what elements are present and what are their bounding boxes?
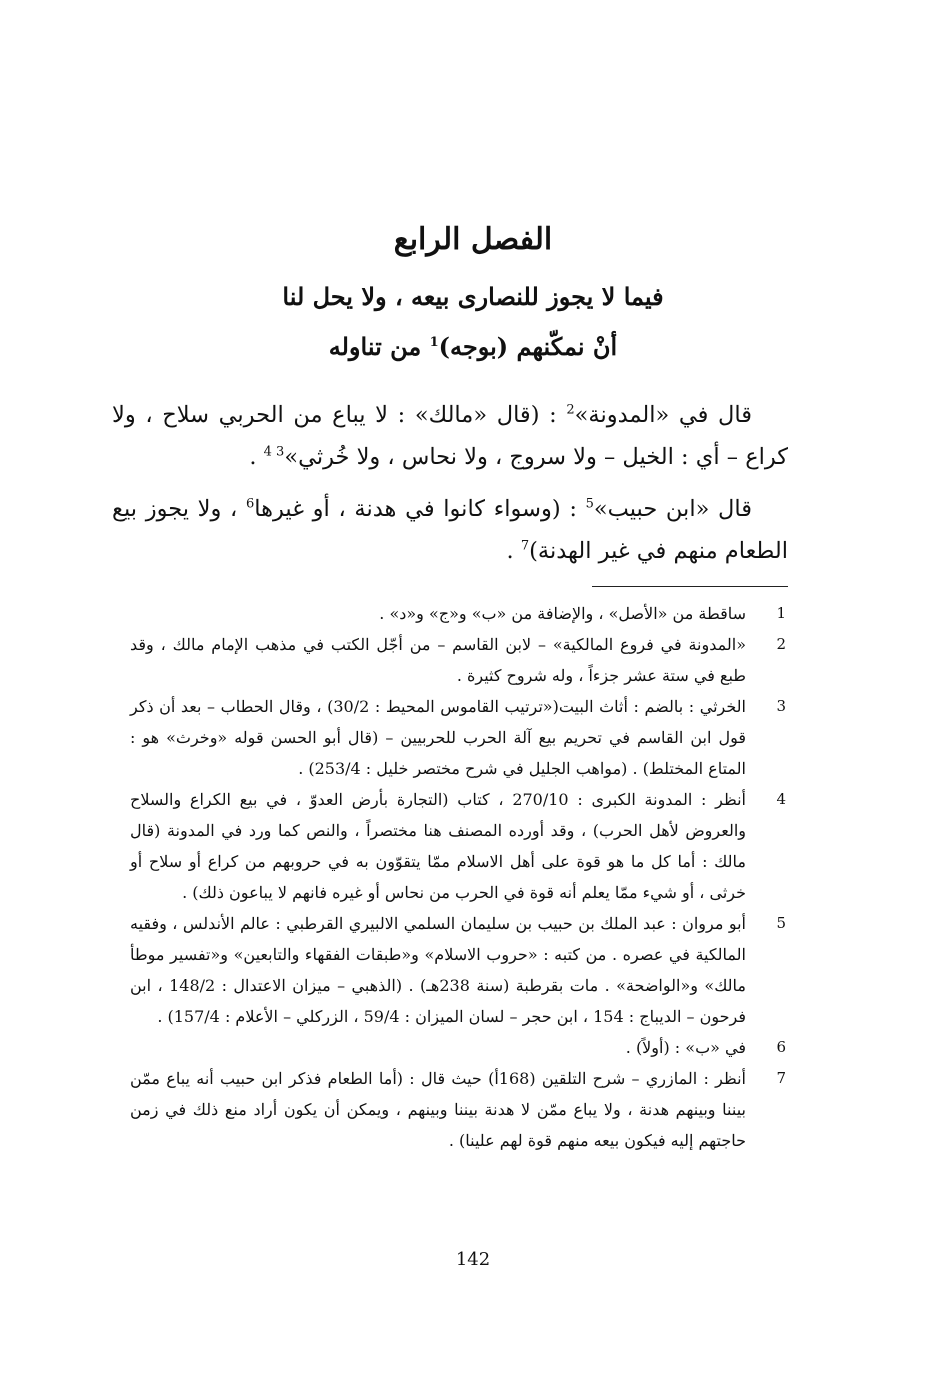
footnote	[130, 1032, 788, 1063]
footnote-ref: 3 4	[263, 444, 285, 460]
footnote-ref: 6	[246, 496, 255, 512]
footnote-number: 6	[776, 1038, 786, 1056]
footnote-ref: 1	[429, 335, 439, 350]
footnote	[130, 908, 788, 1032]
footnote-text: أبو مروان : عبد الملك بن حبيب بن سليمان السلمي الالبيري القرطبي : عالم الأندلس ، وفقيه المالكية في عصره . من كتبه : «حروب الاسلام» و«طبقات الفقهاء والتابعين» و«تفسير موطأ مالك» و«الواضحة» . مات بقرطبة (سنة 238هـ) . (الذهبي – ميزان الاعتدال : 148/2 ، ابن فرحون – الديباج : 154 ، ابن حجر – لسان الميزان : 59/4 ، الزركلي – الأعلام : 157/4) .	[130, 914, 746, 1026]
footnote-divider	[592, 586, 788, 587]
chapter-title: الفصل الرابع	[393, 222, 553, 257]
footnote	[130, 629, 788, 691]
footnote	[130, 598, 788, 629]
body-paragraph-2	[112, 488, 788, 572]
footnote-number: 3	[776, 697, 786, 715]
footnote-text: الخرثي : بالضم : أثاث البيت(«ترتيب القاموس المحيط : 30/2) ، وقال الحطاب – بعد أن ذكر قول ابن القاسم في تحريم بيع آلة الحرب للحربيين – (قال أبو الحسن قوله «وخرث» هو : المتاع المختلط) . (مواهب الجليل في شرح مختصر خليل : 253/4) .	[130, 697, 746, 778]
page-number: 142	[455, 1249, 491, 1270]
footnotes-list	[130, 598, 788, 1156]
footnote-text: ساقطة من «الأصل» ، والإضافة من «ب» و«ج» و«د» .	[379, 604, 746, 623]
footnote	[130, 784, 788, 908]
chapter-subtitle-line-2	[150, 332, 796, 361]
footnote-number: 5	[776, 914, 786, 932]
footnote-number: 2	[776, 635, 786, 653]
footnote-ref: 2	[566, 402, 575, 418]
footnote-text: «المدونة في فروع المالكية» – لابن القاسم – من أجّل الكتب في مذهب الإمام مالك ، وقد طبع في ستة عشر جزءاً ، وله شروح كثيرة .	[130, 635, 746, 685]
p1-text-b: : (قال «مالك» : لا يباع من الحربي سلاح ، ولا كراع – أي : الخيل – ولا سروج ، ولا نحاس ، ولا خُرثي»	[112, 402, 788, 470]
footnote-text: أنظر : المازري – شرح التلقين (168أ) حيث قال : (أما الطعام فذكر ابن حبيب أنه يباع ممّن بيننا وبينهم هدنة ، ولا يباع ممّن لا هدنة بيننا وبينهم ، ويمكن أن يكون أراد منع ذلك في زمن حاجتهم إليه فيكون بيعه منهم قوة لهم علينا) .	[130, 1069, 747, 1150]
footnote	[130, 1063, 788, 1156]
p1-text-c: .	[249, 444, 264, 470]
footnote-ref: 7	[520, 538, 530, 554]
footnote-text: في «ب» : (أولاً) .	[625, 1038, 746, 1057]
chapter-subtitle-line-1: فيما لا يجوز للنصارى بيعه ، ولا يحل لنا	[282, 282, 664, 311]
p2-text-b: : (وسواء كانوا في هدنة ، أو غيرها	[254, 496, 586, 522]
footnote	[130, 691, 788, 784]
p2-text-d: .	[506, 538, 521, 564]
body-paragraph-1	[112, 394, 788, 478]
footnote-number: 4	[776, 790, 786, 808]
p2-text-c: ، ولا يجوز بيع الطعام منهم في غير الهدنة)	[112, 496, 788, 564]
p2-text-a: قال «ابن حبيب»	[593, 496, 752, 522]
subtitle-text-b: من تناوله	[328, 332, 430, 361]
footnote-number: 7	[776, 1069, 786, 1087]
footnote-text: أنظر : المدونة الكبرى : 270/10 ، كتاب (التجارة بأرض العدوّ ، في بيع الكراع والسلاح والعروض لأهل الحرب) ، وقد أورده المصنف هنا مختصراً ، والنص كما ورد في المدونة (قال مالك : أما كل ما هو قوة على أهل الاسلام ممّا يتقوّون به في حروبهم من كراع أو سلاح أو خرثى ، أو شيء ممّا يعلم أنه قوة في الحرب من نحاس أو غيره فانهم لا يباعون ذلك) .	[130, 790, 746, 902]
footnote-ref: 5	[585, 496, 594, 512]
footnote-number: 1	[776, 604, 786, 622]
p1-text-a: قال في «المدونة»	[574, 402, 752, 428]
subtitle-text-a: أنْ نمكّنهم (بوجه)	[438, 332, 618, 361]
